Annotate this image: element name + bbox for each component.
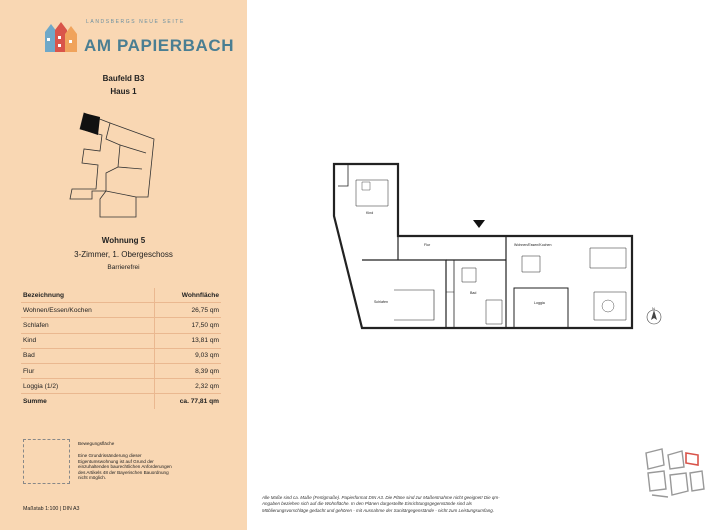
table-row (21, 303, 221, 318)
row-value: 26,75 qm (155, 303, 222, 318)
header-label: Bezeichnung (21, 288, 155, 303)
row-label: Loggia (1/2) (21, 379, 155, 394)
row-label: Wohnen/Essen/Kochen (21, 303, 155, 318)
room-schlafen: Schlafen (374, 300, 388, 304)
floor-plan (326, 160, 646, 335)
brand-title: AM PAPIERBACH (84, 36, 235, 55)
row-value: 2,32 qm (155, 379, 222, 394)
row-label: Schlafen (21, 318, 155, 333)
row-value: 8,39 qm (155, 363, 222, 378)
brand-tagline: LANDSBERGS NEUE SEITE (86, 19, 185, 25)
table-row (21, 363, 221, 378)
sum-label: Summe (23, 397, 47, 405)
header-value: Wohnfläche (155, 288, 222, 303)
area-table (21, 288, 221, 409)
legend-title: Bewegungsfläche (78, 441, 115, 446)
north-label: N (652, 306, 655, 311)
site-map-icon (640, 445, 708, 503)
room-flur: Flur (424, 243, 431, 247)
apartment-subtitle: 3-Zimmer, 1. Obergeschoss (74, 250, 173, 259)
north-arrow-icon (644, 305, 664, 327)
table-row (21, 348, 221, 363)
room-wohnen: Wohnen/Essen/Kochen (514, 243, 552, 247)
entrance-marker-icon (473, 220, 485, 228)
row-label: Bad (21, 348, 155, 363)
table-row (21, 333, 221, 348)
legend-text: Eine Grundrissänderung dieser Eigentumswohnung ist auf Grund der einzuhaltenden baurechtlichen Anforderungen des Artikels 48 der Bayerischen Bauordnung nicht möglich. (78, 453, 172, 481)
room-loggia: Loggia (534, 301, 545, 305)
movement-area-legend-swatch (23, 439, 70, 484)
row-value: 9,03 qm (155, 348, 222, 363)
brand-logo-icon (43, 18, 79, 54)
table-sum-row (21, 394, 221, 409)
scale-label: Maßstab 1:100 | DIN A3 (23, 506, 80, 512)
disclaimer-text: Alle Maße sind ca. Maße (Fertigmaße). Papierformat DIN A3. Die Pläne sind zur Maßentnahme nicht geeignet! Die qm-Angaben beziehen sich auf die Wohnfläche. In den Plänen dargestellte Einrichtungsgegenstände sind als Möblierungsvorschläge gedacht und gehören - mit Ausnahme der Sanitärgegenstände - nicht zum Leistungsumfang. (262, 495, 500, 513)
sum-value: ca. 77,81 qm (155, 394, 222, 409)
info-sidebar (0, 0, 247, 530)
table-row (21, 318, 221, 333)
room-kind: Kind (366, 211, 374, 215)
building-keyplan (62, 105, 172, 225)
apartment-title: Wohnung 5 (101, 236, 146, 245)
area-table-header (21, 288, 221, 303)
row-value: 13,81 qm (155, 333, 222, 348)
row-label: Flur (21, 363, 155, 378)
haus-label: Haus 1 (110, 87, 137, 96)
row-value: 17,50 qm (155, 318, 222, 333)
row-label: Kind (21, 333, 155, 348)
table-row (21, 379, 221, 394)
baufeld-label: Baufeld B3 (102, 74, 145, 83)
apartment-note: Barrierefrei (107, 264, 140, 271)
room-bad: Bad (470, 291, 477, 295)
